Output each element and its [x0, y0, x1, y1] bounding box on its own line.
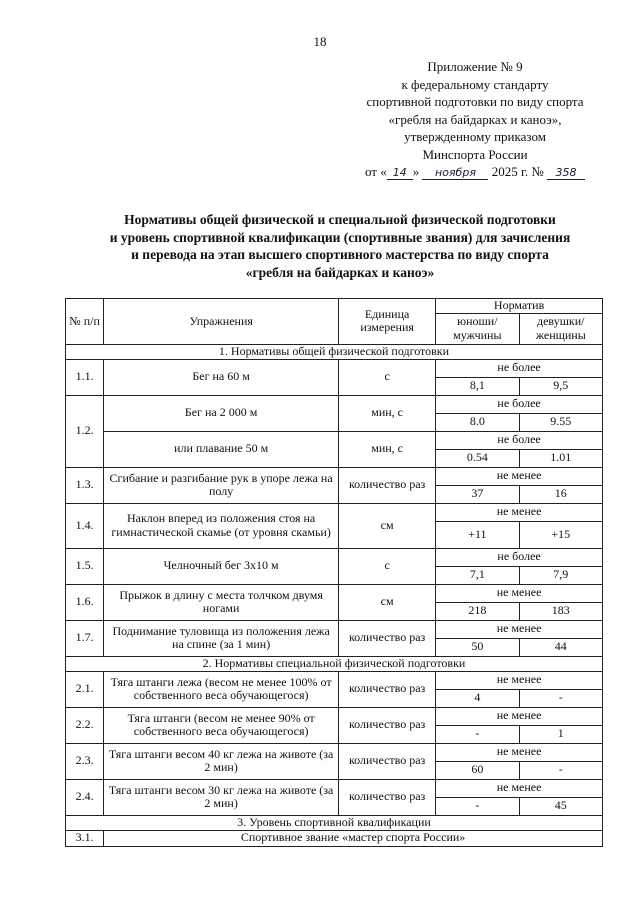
row-girls: 9.55 — [519, 413, 602, 431]
section-row — [66, 344, 603, 359]
row-unit: с — [339, 359, 436, 395]
row-girls: 7,9 — [519, 566, 602, 584]
row-unit: количество раз — [339, 671, 436, 707]
title-line: «гребля на байдарках и каноэ» — [245, 264, 435, 280]
header-num: № п/п — [66, 299, 104, 345]
row-girls: 1 — [519, 725, 602, 743]
row-unit: см — [339, 503, 436, 548]
row-exercise: Бег на 60 м — [104, 359, 339, 395]
row-num: 3.1. — [66, 830, 104, 846]
row-unit: с — [339, 548, 436, 584]
document-title — [60, 211, 620, 281]
row-girls: 1.01 — [519, 449, 602, 467]
norms-table — [65, 298, 603, 847]
table-row — [66, 779, 603, 797]
handwritten-order-number: 358 — [547, 166, 585, 180]
row-unit: количество раз — [339, 707, 436, 743]
row-condition: не более — [436, 431, 603, 449]
appendix-line: утвержденному приказом — [404, 129, 546, 144]
row-condition: не менее — [436, 743, 603, 761]
appendix-line: Приложение № 9 — [427, 59, 523, 74]
row-exercise: Тяга штанги весом 40 кг лежа на животе (за 2 мин) — [104, 743, 339, 779]
row-num: 1.3. — [66, 467, 104, 503]
row-boys: 218 — [436, 602, 519, 620]
row-boys: 8,1 — [436, 377, 519, 395]
row-exercise: Тяга штанги (весом не менее 90% от собственного веса обучающегося) — [104, 707, 339, 743]
row-exercise: Челночный бег 3х10 м — [104, 548, 339, 584]
row-condition: не менее — [436, 620, 603, 638]
row-boys: 37 — [436, 485, 519, 503]
row-num: 1.2. — [66, 395, 104, 467]
section-title: 3. Уровень спортивной квалификации — [66, 815, 603, 830]
row-unit: количество раз — [339, 467, 436, 503]
table-row — [66, 707, 603, 725]
table-row — [66, 620, 603, 638]
date-prefix: от « — [364, 164, 387, 179]
row-girls: - — [519, 761, 602, 779]
row-boys: 50 — [436, 638, 519, 656]
section-title: 1. Нормативы общей физической подготовки — [66, 344, 603, 359]
row-condition: не менее — [436, 671, 603, 689]
row-exercise: Тяга штанги весом 30 кг лежа на животе (за 2 мин) — [104, 779, 339, 815]
row-num: 2.4. — [66, 779, 104, 815]
row-condition: не менее — [436, 584, 603, 602]
row-num: 1.1. — [66, 359, 104, 395]
section-title: 2. Нормативы специальной физической подготовки — [66, 656, 603, 671]
row-girls: 16 — [519, 485, 602, 503]
appendix-line: спортивной подготовки по виду спорта — [366, 94, 584, 109]
row-condition: не менее — [436, 467, 603, 485]
row-num: 2.3. — [66, 743, 104, 779]
table-row — [66, 584, 603, 602]
row-condition: не более — [436, 548, 603, 566]
page-number: 18 — [313, 34, 327, 49]
row-condition: не менее — [436, 707, 603, 725]
section-row — [66, 656, 603, 671]
date-year: 2025 г. № — [491, 164, 544, 179]
title-line: и перевода на этап высшего спортивного мастерства по виду спорта — [131, 247, 549, 262]
handwritten-month: ноября — [422, 166, 488, 180]
row-girls: 183 — [519, 602, 602, 620]
row-exercise: Бег на 2 000 м — [104, 395, 339, 431]
row-exercise: Прыжок в длину с места толчком двумя ногами — [104, 584, 339, 620]
header-unit: Единица измерения — [339, 299, 436, 345]
row-boys: 8.0 — [436, 413, 519, 431]
row-boys: 4 — [436, 689, 519, 707]
row-exercise: Сгибание и разгибание рук в упоре лежа на полу — [104, 467, 339, 503]
header-boys: юноши/ мужчины — [436, 313, 519, 344]
row-condition: не более — [436, 359, 603, 377]
header-girls: девушки/ женщины — [519, 313, 602, 344]
header-exercise: Упражнения — [104, 299, 339, 345]
row-num: 1.7. — [66, 620, 104, 656]
row-exercise: Наклон вперед из положения стоя на гимнастической скамье (от уровня скамьи) — [104, 503, 339, 548]
table-row — [66, 431, 603, 449]
row-num: 1.4. — [66, 503, 104, 548]
row-exercise: Тяга штанги лежа (весом не менее 100% от собственного веса обучающегося) — [104, 671, 339, 707]
table-row — [66, 467, 603, 485]
table-row — [66, 548, 603, 566]
table-row — [66, 671, 603, 689]
row-rank-title: Спортивное звание «мастер спорта России» — [104, 830, 603, 846]
row-boys: 0.54 — [436, 449, 519, 467]
row-boys: 7,1 — [436, 566, 519, 584]
table-row — [66, 743, 603, 761]
table-row — [66, 503, 603, 521]
row-condition: не менее — [436, 503, 603, 521]
title-line: и уровень спортивной квалификации (спортивные звания) для зачисления — [109, 229, 571, 245]
row-condition: не более — [436, 395, 603, 413]
row-exercise: или плавание 50 м — [104, 431, 339, 467]
row-girls: 9,5 — [519, 377, 602, 395]
row-unit: количество раз — [339, 620, 436, 656]
row-boys: - — [436, 725, 519, 743]
row-girls: 45 — [519, 797, 602, 815]
handwritten-day: 14 — [387, 166, 413, 180]
row-unit: количество раз — [339, 743, 436, 779]
row-num: 1.5. — [66, 548, 104, 584]
row-boys: +11 — [436, 521, 519, 548]
appendix-line: «гребля на байдарках и каноэ», — [388, 111, 562, 127]
section-row — [66, 815, 603, 830]
row-girls: - — [519, 689, 602, 707]
row-girls: 44 — [519, 638, 602, 656]
date-mid: » — [412, 164, 420, 179]
row-unit: количество раз — [339, 779, 436, 815]
row-condition: не менее — [436, 779, 603, 797]
row-unit: см — [339, 584, 436, 620]
row-unit: мин, с — [339, 431, 436, 467]
order-date — [330, 163, 620, 181]
title-line: Нормативы общей физической и специальной физической подготовки — [124, 212, 556, 227]
row-num: 2.2. — [66, 707, 104, 743]
table-row — [66, 359, 603, 377]
header-norm: Норматив — [436, 299, 603, 314]
table-header-row — [66, 299, 603, 314]
row-unit: мин, с — [339, 395, 436, 431]
appendix-line: к федеральному стандарту — [401, 76, 549, 92]
appendix-line: Минспорта России — [422, 146, 528, 162]
table-row — [66, 395, 603, 413]
row-num: 1.6. — [66, 584, 104, 620]
row-boys: - — [436, 797, 519, 815]
row-exercise: Поднимание туловища из положения лежа на спине (за 1 мин) — [104, 620, 339, 656]
row-girls: +15 — [519, 521, 602, 548]
row-num: 2.1. — [66, 671, 104, 707]
appendix-block — [330, 58, 620, 181]
table-row — [66, 830, 603, 846]
row-boys: 60 — [436, 761, 519, 779]
